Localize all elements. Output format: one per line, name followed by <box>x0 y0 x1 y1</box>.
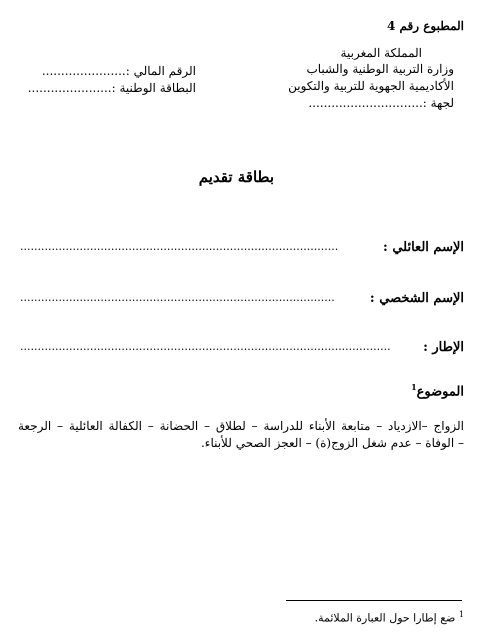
national-id-field: البطاقة الوطنية :...................... <box>27 81 196 95</box>
academy-name: الأكاديمية الجهوية للتربية والتكوين <box>288 79 454 93</box>
family-name-label: الإسم العائلي : <box>383 240 464 255</box>
footnote <box>315 610 464 625</box>
ministry-name: وزارة التربية الوطنية والشباب <box>306 62 454 76</box>
position-dots: .......................................................................................................... <box>20 340 391 353</box>
financial-number-field: الرقم المالي :...................... <box>41 64 196 78</box>
subject-options-line-1: الزواج –الازدياد – متابعة الأبناء للدراسة – لطلاق – الحضانة – الكفالة العائلية – الرجعة <box>18 419 464 433</box>
kingdom-name: المملكة المغربية <box>340 46 422 60</box>
position-label: الإطار : <box>423 340 464 355</box>
footnote-reference: 1 <box>411 382 417 392</box>
footnote-number: 1 <box>458 610 464 619</box>
subject-label <box>411 382 464 399</box>
footnote-separator <box>286 600 462 601</box>
page-title: بطاقة تقديم <box>198 168 274 186</box>
footnote-text: ضع إطارا حول العبارة الملائمة. <box>314 611 456 625</box>
personal-name-dots: .......................................................................................... <box>20 291 335 304</box>
subject-options-line-2: – الوفاة – عدم شغل الزوج(ة) – العجز الصحي للأبناء. <box>200 436 464 450</box>
region-field: لجهة :.............................. <box>308 96 454 110</box>
subject-label-text: الموضوع <box>416 384 464 400</box>
form-number: المطبوع رقم 4 <box>387 19 464 33</box>
family-name-dots: ........................................................................................... <box>20 240 339 253</box>
personal-name-label: الإسم الشخصي : <box>369 291 464 306</box>
